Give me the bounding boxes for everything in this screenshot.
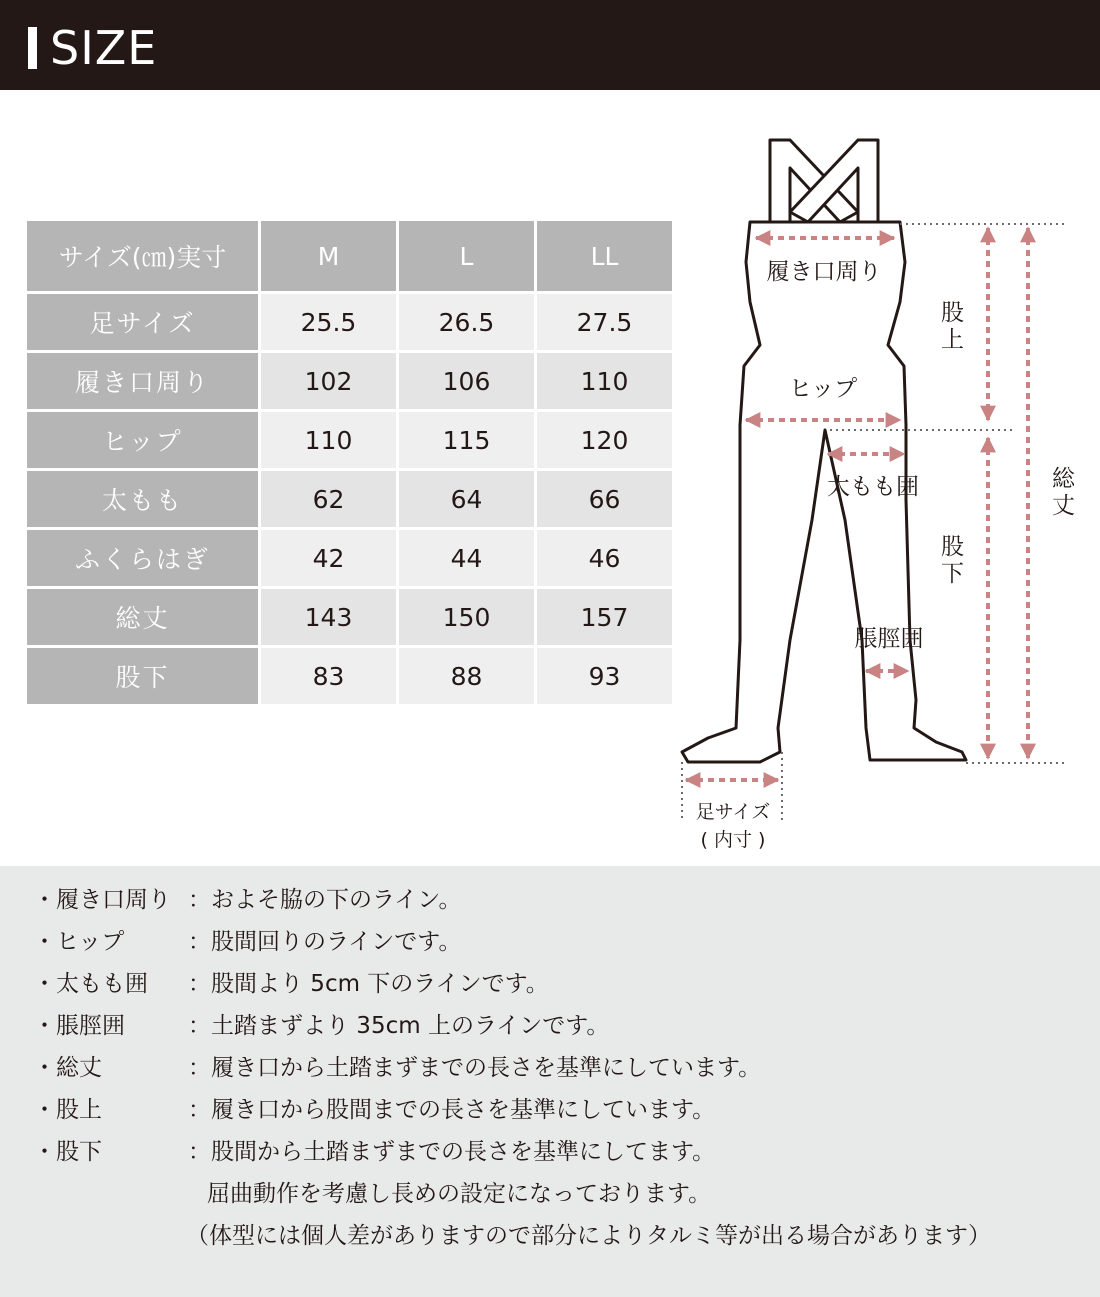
table-cell: 102 — [261, 353, 396, 409]
table-cell: 27.5 — [537, 294, 672, 350]
column-header-ll: LL — [537, 221, 672, 291]
column-header-l: L — [399, 221, 534, 291]
row-label: 股下 — [27, 648, 258, 704]
note-desc: ：およそ脇の下のライン。 — [188, 887, 462, 913]
table-corner-header: サイズ(㎝)実寸 — [27, 221, 258, 291]
column-header-m: M — [261, 221, 396, 291]
table-cell: 110 — [537, 353, 672, 409]
note-term: ・太もも囲 — [33, 971, 148, 997]
note-term: ・総丈 — [33, 1055, 102, 1081]
table-cell: 46 — [537, 530, 672, 586]
hip-label: ヒップ — [788, 376, 858, 402]
note-term: ・股上 — [33, 1097, 102, 1123]
note-disclaimer: （体型には個人差がありますので部分によりタルミ等が出る場合があります） — [186, 1223, 991, 1249]
note-desc: ：土踏まずより 35cm 上のラインです。 — [188, 1013, 610, 1039]
note-term: ・脹脛囲 — [33, 1013, 125, 1039]
table-cell: 150 — [399, 589, 534, 645]
table-cell: 110 — [261, 412, 396, 468]
thigh-label: 太もも囲 — [827, 474, 919, 500]
wader-outline — [682, 140, 966, 762]
table-cell: 42 — [261, 530, 396, 586]
rise-label: 股上 — [937, 300, 963, 354]
table-cell: 106 — [399, 353, 534, 409]
row-label: ヒップ — [27, 412, 258, 468]
table-cell: 26.5 — [399, 294, 534, 350]
note-term: ・股下 — [33, 1139, 102, 1165]
page-title: SIZE — [50, 21, 158, 75]
table-cell: 93 — [537, 648, 672, 704]
note-desc: ：股間回りのラインです。 — [188, 929, 462, 955]
table-cell: 25.5 — [261, 294, 396, 350]
table-cell: 66 — [537, 471, 672, 527]
table-cell: 83 — [261, 648, 396, 704]
foot-label: 足サイズ — [695, 801, 771, 823]
note-desc: ：股間より 5cm 下のラインです。 — [188, 971, 549, 997]
table-cell: 120 — [537, 412, 672, 468]
table-cell: 143 — [261, 589, 396, 645]
note-term: ・ヒップ — [33, 929, 125, 955]
foot-note: ( 内寸 ) — [700, 829, 766, 851]
table-cell: 64 — [399, 471, 534, 527]
row-label: 履き口周り — [27, 353, 258, 409]
row-label: 太もも — [27, 471, 258, 527]
note-desc: ：履き口から股間までの長さを基準にしています。 — [188, 1097, 716, 1123]
note-extra-line: 屈曲動作を考慮し長めの設定になっております。 — [207, 1181, 712, 1207]
row-label: 足サイズ — [27, 294, 258, 350]
table-cell: 62 — [261, 471, 396, 527]
note-term: ・履き口周り — [33, 887, 171, 913]
table-cell: 115 — [399, 412, 534, 468]
waist-label: 履き口周り — [766, 259, 882, 285]
row-label: 総丈 — [27, 589, 258, 645]
note-desc: ：履き口から土踏まずまでの長さを基準にしています。 — [188, 1055, 762, 1081]
table-cell: 88 — [399, 648, 534, 704]
table-cell: 157 — [537, 589, 672, 645]
calf-label: 脹脛囲 — [854, 626, 924, 652]
note-desc: ：股間から土踏まずまでの長さを基準にしてます。 — [188, 1139, 716, 1165]
notes-panel — [0, 866, 1100, 1297]
total-label: 総丈 — [1048, 466, 1074, 520]
inseam-label: 股下 — [937, 534, 963, 588]
table-cell: 44 — [399, 530, 534, 586]
row-label: ふくらはぎ — [27, 530, 258, 586]
